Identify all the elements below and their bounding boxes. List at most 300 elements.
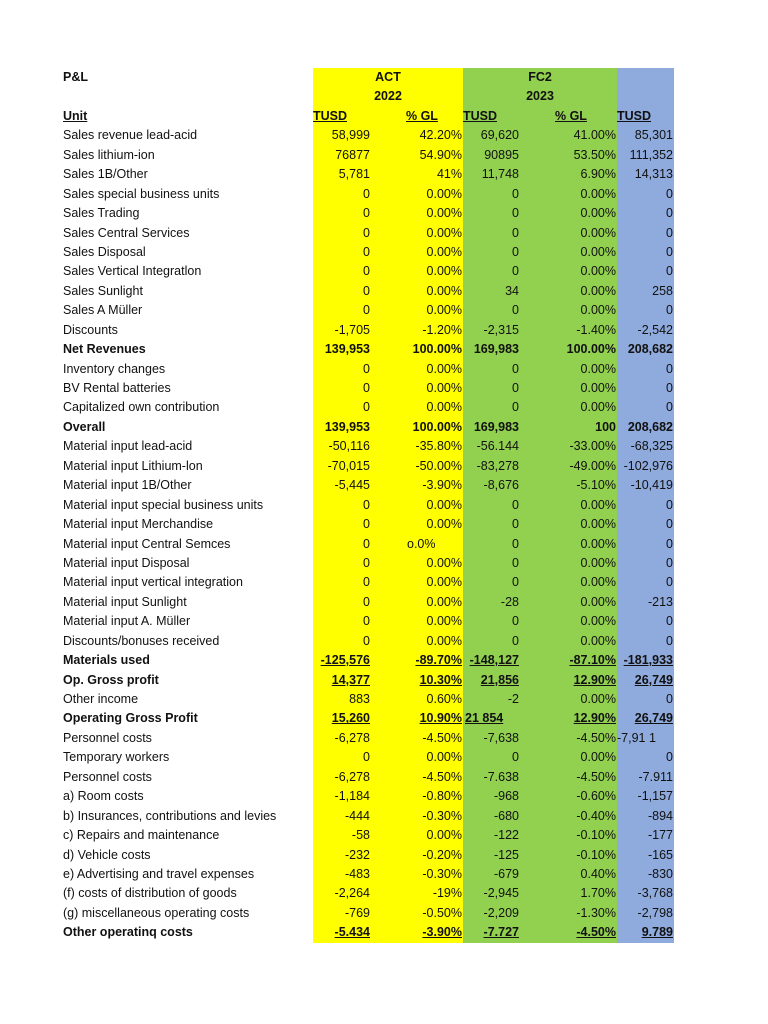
table-row: [0, 496, 768, 515]
fc-pct-value: -87.10%: [569, 653, 616, 668]
row-label: Material input vertical integration: [63, 575, 243, 590]
act-pct-value: 0.00%: [426, 400, 462, 415]
next-value: 0: [666, 264, 673, 279]
fc-value: 0: [512, 244, 519, 259]
table-row: [0, 573, 768, 592]
fc-pct-value: 100: [595, 419, 616, 434]
row-label: b) Insurances, contributions and levies: [63, 808, 277, 823]
row-label: (f) costs of distribution of goods: [63, 886, 237, 901]
act-pct-value: -3.90%: [422, 478, 462, 493]
table-row: [0, 651, 768, 670]
sheet-title: P&L: [63, 70, 88, 84]
fc-value: -7,638: [483, 730, 519, 745]
fc-pct-value: 0.00%: [580, 750, 616, 765]
next-value: 26,749: [634, 711, 673, 726]
next-value: 0: [666, 206, 673, 221]
table-row: [0, 262, 768, 281]
act-tusd-header: TUSD: [313, 108, 348, 123]
fc-value: -28: [500, 594, 519, 609]
act-value: -6,278: [334, 730, 370, 745]
act-pct-value: 0.00%: [426, 303, 462, 318]
table-row: [0, 904, 768, 923]
table-row: [0, 554, 768, 573]
row-label: Temporary workers: [63, 750, 170, 765]
fc-value: 0: [512, 497, 519, 512]
fc-pct-value: 0.00%: [580, 536, 616, 551]
act-value: -2,264: [334, 886, 370, 901]
act-value: 15,260: [331, 711, 370, 726]
table-row: [0, 846, 768, 865]
fc-pct-value: 0.00%: [580, 186, 616, 201]
table-row: [0, 360, 768, 379]
table-row: [0, 340, 768, 359]
act-pct-value: 100.00%: [412, 419, 462, 434]
next-value: 85,301: [634, 128, 673, 143]
fc-value: -83,278: [476, 458, 519, 473]
next-value: 0: [666, 750, 673, 765]
table-row: [0, 729, 768, 748]
fc-value: -2,209: [483, 905, 519, 920]
act-value: 0: [363, 186, 370, 201]
act-value: 76877: [335, 147, 370, 162]
fc-pct-value: -4.50%: [576, 730, 616, 745]
act-value: 0: [363, 517, 370, 532]
fc-value: 0: [512, 517, 519, 532]
act-value: -1,184: [334, 789, 370, 804]
table-row: [0, 593, 768, 612]
fc-pct-value: 0.00%: [580, 400, 616, 415]
act-pct-value: -3.90%: [422, 925, 462, 940]
fc-pct-value: 0.00%: [580, 225, 616, 240]
fc-value: -122: [493, 828, 519, 843]
fc-pct-value: 0.00%: [580, 575, 616, 590]
table-row: [0, 418, 768, 437]
fc-pct-value: -4.50%: [576, 769, 616, 784]
row-label: c) Repairs and maintenance: [63, 828, 220, 843]
fc-pct-value: 0.00%: [580, 497, 616, 512]
next-value: -830: [647, 866, 673, 881]
act-value: 0: [363, 536, 370, 551]
fc-pct-value: -0.10%: [576, 847, 616, 862]
row-label: Overall: [63, 419, 106, 434]
next-value: -2,542: [637, 322, 673, 337]
next-value: 0: [666, 497, 673, 512]
fc-pct-value: 12.90%: [573, 672, 616, 687]
table-row: [0, 476, 768, 495]
act-pct-value: 0.00%: [426, 283, 462, 298]
table-row: [0, 224, 768, 243]
next-value: -7.911: [638, 769, 673, 784]
act-value: -1,705: [334, 322, 370, 337]
act-pct-value: 0.00%: [426, 575, 462, 590]
row-label: Op. Gross profit: [63, 672, 159, 687]
act-pct-value: 10.30%: [419, 672, 462, 687]
fc-value: 0: [512, 555, 519, 570]
fc-value: -680: [493, 808, 519, 823]
fc-value: 0: [512, 400, 519, 415]
row-label: Material input Sunlight: [63, 594, 187, 609]
header-row: [0, 107, 768, 126]
fc-pct-value: 53.50%: [573, 147, 616, 162]
fc-pct-value: 0.00%: [580, 244, 616, 259]
act-pct-value: 0.00%: [426, 555, 462, 570]
act-pct-value: -0.80%: [422, 789, 462, 804]
next-value: 208,682: [627, 342, 673, 357]
fc-pct-value: -1.40%: [576, 322, 616, 337]
row-label: Personnel costs: [63, 730, 152, 745]
row-label: e) Advertising and travel expenses: [63, 866, 255, 881]
act-pct-value: 42.20%: [419, 128, 462, 143]
next-value: -68,325: [630, 439, 673, 454]
fc-value: -148,127: [469, 653, 519, 668]
fc-value: -2: [507, 692, 519, 706]
fc-pct-value: 0.00%: [580, 361, 616, 376]
table-row: [0, 282, 768, 301]
next-value: 0: [666, 633, 673, 648]
table-row: [0, 185, 768, 204]
next-value: 0: [666, 225, 673, 240]
table-row: [0, 126, 768, 145]
act-year: 2022: [374, 89, 402, 104]
row-label: Sales Vertical Integratlon: [63, 264, 202, 279]
table-row: [0, 768, 768, 787]
table-row: [0, 690, 768, 709]
table-row: [0, 243, 768, 262]
fc-value: 11,748: [481, 167, 519, 182]
act-pct-value: 0.00%: [426, 633, 462, 648]
act-pct-value: 0.00%: [426, 361, 462, 376]
act-value: 0: [363, 303, 370, 318]
act-value: -6,278: [334, 769, 370, 784]
fc-pct-value: 41.00%: [573, 128, 616, 143]
row-label: Net Revenues: [63, 342, 146, 357]
next-value: 0: [666, 400, 673, 415]
fc-pct-value: 0.00%: [580, 381, 616, 395]
act-pct-value: 0.00%: [426, 594, 462, 609]
table-row: [0, 165, 768, 184]
act-pct-value: 0.00%: [426, 225, 462, 240]
row-label: (g) miscellaneous operating costs: [63, 905, 250, 920]
act-value: 0: [363, 555, 370, 570]
row-label: d) Vehicle costs: [63, 847, 151, 862]
fc-pct-value: 0.00%: [580, 303, 616, 318]
next-value: -165: [647, 847, 673, 862]
row-label: Sales special business units: [63, 186, 220, 201]
table-row: [0, 632, 768, 651]
fc-value: 21 854: [465, 711, 504, 726]
pl-rows: [0, 126, 768, 942]
act-pct-value: 0.00%: [426, 828, 462, 843]
fc-tusd-header: TUSD: [463, 108, 498, 123]
row-label: Sales Sunlight: [63, 283, 143, 298]
fc-value: -2,945: [483, 886, 519, 901]
next-tusd-header: TUSD: [617, 108, 652, 123]
row-label: Sales 1B/Other: [63, 167, 148, 182]
fc-value: 0: [512, 381, 519, 395]
row-label: Material input Merchandise: [63, 517, 214, 532]
act-value: 0: [363, 594, 370, 609]
fc-year: 2023: [526, 89, 554, 104]
table-row: [0, 787, 768, 806]
act-pct-value: 54.90%: [419, 147, 462, 162]
fc-pct-value: -0.10%: [576, 828, 616, 843]
next-value: -10,419: [630, 478, 673, 493]
next-value: 0: [666, 381, 673, 395]
fc-value: -125: [493, 847, 519, 862]
fc-value: 0: [512, 206, 519, 221]
next-value: 14,313: [634, 167, 673, 182]
act-pct-value: -89.70%: [415, 653, 462, 668]
table-row: [0, 204, 768, 223]
act-pct-value: 0.00%: [426, 264, 462, 279]
row-label: Personnel costs: [63, 769, 152, 784]
table-row: [0, 884, 768, 903]
row-label: Inventory changes: [63, 361, 166, 376]
act-pct-value: 0.00%: [426, 244, 462, 259]
fc-value: 21,856: [480, 672, 519, 687]
table-row: [0, 146, 768, 165]
row-label: Sales Disposal: [63, 244, 146, 259]
fc-pct-value: 0.00%: [580, 555, 616, 570]
act-pct-value: 100.00%: [412, 342, 462, 357]
table-row: [0, 535, 768, 554]
next-value: -177: [647, 828, 673, 843]
table-row: [0, 515, 768, 534]
fc-value: 0: [512, 614, 519, 629]
fc-pct-value: 0.00%: [580, 283, 616, 298]
act-pct-value: -50.00%: [415, 458, 462, 473]
table-row: [0, 379, 768, 398]
act-pct-value: -19%: [432, 886, 462, 901]
row-label: Material input Central Semces: [63, 536, 231, 551]
next-value: 208,682: [627, 419, 673, 434]
fc-value: -2,315: [483, 322, 519, 337]
next-value: -102,976: [623, 458, 673, 473]
row-label: Other income: [63, 692, 139, 706]
next-value: 0: [666, 517, 673, 532]
fc-value: -8,676: [483, 478, 519, 493]
act-pct-value: -0.50%: [422, 905, 462, 920]
row-label: BV Rental batteries: [63, 381, 171, 395]
act-value: -125,576: [320, 653, 370, 668]
fc-value: 0: [512, 633, 519, 648]
act-value: 0: [363, 633, 370, 648]
act-pct-value: -0.30%: [422, 866, 462, 881]
fc-pct-value: 12.90%: [573, 711, 616, 726]
fc-pct-value: -49.00%: [569, 458, 616, 473]
act-pct-value: 0.00%: [426, 206, 462, 221]
fc-value: 0: [512, 225, 519, 240]
act-pct-value: -4.50%: [422, 769, 462, 784]
table-row: [0, 807, 768, 826]
fc-value: 0: [512, 536, 519, 551]
act-pct-value: 0.00%: [426, 497, 462, 512]
table-row: [0, 398, 768, 417]
act-value: -50,116: [328, 439, 370, 454]
act-value: 5,781: [338, 167, 370, 182]
row-label: Sales Central Services: [63, 225, 190, 240]
fc-pct-value: 0.00%: [580, 594, 616, 609]
row-label: Material input Lithium-lon: [63, 458, 203, 473]
fc-value: -7.727: [483, 925, 519, 940]
row-label: Sales lithium-ion: [63, 147, 155, 162]
fc-pct-value: 0.00%: [580, 614, 616, 629]
table-row: [0, 865, 768, 884]
act-value: 0: [363, 614, 370, 629]
row-label: Discounts/bonuses received: [63, 633, 220, 648]
title-row: [0, 68, 768, 87]
next-value: 0: [666, 614, 673, 629]
act-pct-value: o.0%: [407, 536, 436, 551]
table-row: [0, 826, 768, 845]
act-pct-value: -1.20%: [422, 322, 462, 337]
fc-pct-value: -0.40%: [576, 808, 616, 823]
fc-value: 0: [512, 303, 519, 318]
table-row: [0, 457, 768, 476]
act-value: -769: [344, 905, 370, 920]
fc-pct-value: -1.30%: [576, 905, 616, 920]
fc-pct-value: 0.00%: [580, 633, 616, 648]
next-value: 0: [666, 536, 673, 551]
row-label: Sales Trading: [63, 206, 140, 221]
fc-value: 169,983: [473, 342, 519, 357]
act-value: 0: [363, 283, 370, 298]
fc-value: 34: [505, 283, 519, 298]
act-value: 0: [363, 575, 370, 590]
next-value: 0: [666, 692, 673, 706]
next-value: -3,768: [637, 886, 673, 901]
act-value: 0: [363, 361, 370, 376]
act-value: -5.434: [334, 925, 370, 940]
next-value: -2,798: [637, 905, 673, 920]
act-pct-value: -35.80%: [415, 439, 462, 454]
act-value: 0: [363, 381, 370, 395]
next-value: 0: [666, 555, 673, 570]
row-label: Material input 1B/Other: [63, 478, 192, 493]
act-pct-value: 0.00%: [426, 517, 462, 532]
act-pct-value: 0.60%: [426, 692, 462, 706]
row-label: Materials used: [63, 653, 150, 668]
table-row: [0, 923, 768, 942]
next-value: -1,157: [637, 789, 673, 804]
act-value: -70,015: [327, 458, 370, 473]
unit-header: Unit: [63, 108, 88, 123]
act-value: 14,377: [331, 672, 370, 687]
act-pct-value: -4.50%: [422, 730, 462, 745]
table-row: [0, 612, 768, 631]
act-group-label: ACT: [375, 70, 401, 84]
row-label: Sales A Müller: [63, 303, 143, 318]
row-label: Material input Disposal: [63, 555, 190, 570]
fc-pct-value: 0.00%: [580, 517, 616, 532]
act-value: 0: [363, 206, 370, 221]
fc-value: 69,620: [480, 128, 519, 143]
act-value: -444: [344, 808, 370, 823]
next-value: 0: [666, 361, 673, 376]
act-pct-value: 41%: [436, 167, 462, 182]
act-value: 58,999: [331, 128, 370, 143]
act-value: 139,953: [324, 419, 370, 434]
next-value: 111,352: [629, 147, 673, 162]
next-value: 258: [652, 283, 673, 298]
next-value: 26,749: [634, 672, 673, 687]
act-value: -483: [344, 866, 370, 881]
fc-value: -56.144: [476, 439, 519, 454]
pl-sheet: [0, 68, 768, 943]
act-value: -5,445: [334, 478, 370, 493]
fc-pct-value: -0.60%: [576, 789, 616, 804]
fc-value: 0: [512, 575, 519, 590]
row-label: Material input A. Müller: [63, 614, 191, 629]
row-label: Material input special business units: [63, 497, 264, 512]
next-value: 0: [666, 244, 673, 259]
next-value: 0: [666, 575, 673, 590]
table-row: [0, 301, 768, 320]
fc-pct-value: 0.00%: [580, 264, 616, 279]
act-value: 0: [363, 750, 370, 765]
act-value: -58: [351, 828, 370, 843]
table-row: [0, 321, 768, 340]
fc-value: 90895: [484, 147, 519, 162]
fc-value: 0: [512, 186, 519, 201]
act-pct-value: -0.20%: [422, 847, 462, 862]
fc-pct-value: -4.50%: [576, 925, 616, 940]
row-label: a) Room costs: [63, 789, 144, 804]
act-pct-value: 0.00%: [426, 750, 462, 765]
fc-value: 0: [512, 361, 519, 376]
fc-group-label: FC2: [528, 70, 552, 84]
act-pct-header: % GL: [406, 108, 438, 123]
act-pct-value: 0.00%: [426, 186, 462, 201]
row-label: Sales revenue lead-acid: [63, 128, 198, 143]
next-value: 0: [666, 303, 673, 318]
fc-value: 169,983: [473, 419, 519, 434]
fc-value: -679: [493, 866, 519, 881]
row-label: Discounts: [63, 322, 118, 337]
fc-pct-header: % GL: [555, 108, 587, 123]
year-row: [0, 87, 768, 106]
act-pct-value: 0.00%: [426, 381, 462, 395]
row-label: Other operatinq costs: [63, 925, 193, 940]
table-row: [0, 748, 768, 767]
fc-pct-value: 0.00%: [580, 692, 616, 706]
act-value: 0: [363, 497, 370, 512]
fc-pct-value: 100.00%: [566, 342, 616, 357]
next-value: -894: [647, 808, 673, 823]
next-value: 9.789: [641, 925, 673, 940]
table-row: [0, 709, 768, 728]
fc-value: 0: [512, 750, 519, 765]
act-value: 139,953: [324, 342, 370, 357]
act-pct-value: -0.30%: [422, 808, 462, 823]
act-value: 0: [363, 400, 370, 415]
row-label: Material input lead-acid: [63, 439, 193, 454]
row-label: Capitalized own contribution: [63, 400, 220, 415]
act-pct-value: 10.90%: [419, 711, 462, 726]
fc-value: 0: [512, 264, 519, 279]
fc-value: -968: [493, 789, 519, 804]
act-value: 0: [363, 225, 370, 240]
act-value: -232: [344, 847, 370, 862]
table-row: [0, 671, 768, 690]
act-value: 0: [363, 244, 370, 259]
row-label: Operating Gross Profit: [63, 711, 198, 726]
next-value: 0: [666, 186, 673, 201]
next-value: -181,933: [623, 653, 673, 668]
act-value: 883: [349, 692, 370, 706]
fc-pct-value: -5.10%: [576, 478, 616, 493]
fc-pct-value: 6.90%: [580, 167, 616, 182]
